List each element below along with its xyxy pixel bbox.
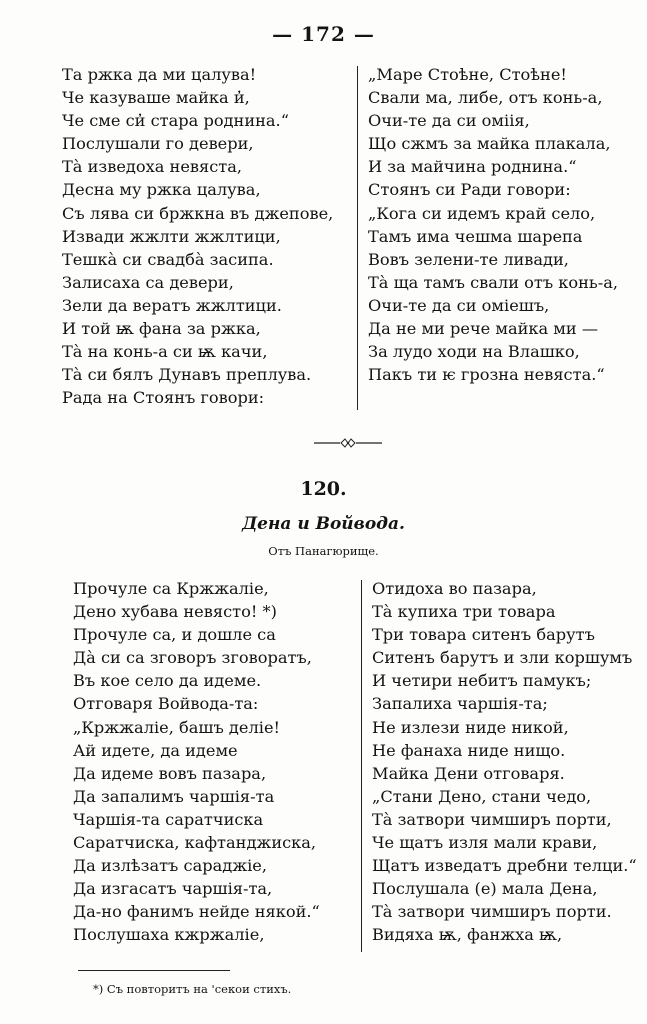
verse-line: „Маре Стоѣне, Стоѣне! [368, 65, 567, 84]
verse-line: Пакъ ти ѥ грозна невяста.“ [368, 365, 605, 385]
verse-line: Не излези ниде никой, [372, 717, 569, 737]
top-left-column [62, 63, 333, 409]
verse-line: И за майчина роднина.“ [368, 157, 577, 177]
verse-line: Свали ма, либе, отъ конь-а, [368, 88, 603, 108]
verse-line: Прочуле са Кржжаліе, [73, 579, 269, 598]
verse-line: Зели да вератъ жжлтици. [62, 295, 282, 315]
verse-line: Че казуваше майка и̓, [62, 88, 250, 108]
footnote: *) Съ повторитъ на 'секои стихъ. [93, 982, 292, 996]
verse-line: Тà затвори чимширъ порти. [372, 902, 612, 922]
verse-line: Отидоха во пазара, [372, 579, 537, 598]
verse-line: Тà затвори чимширъ порти, [372, 809, 612, 829]
verse-line: Прочуле са, и дошле са [73, 625, 276, 645]
verse-line: Ай идете, да идеме [73, 740, 238, 760]
verse-line: Дà си са зговоръ зговоратъ, [73, 648, 312, 668]
section-divider-ornament [314, 436, 382, 450]
verse-line: Да излѣзатъ сараджіе, [73, 856, 267, 876]
verse-line: Съ лява си бржкна въ джепове, [62, 203, 334, 223]
verse-line: Очи-те да си оміія, [368, 111, 530, 131]
verse-line: Десна му ржка цалува, [62, 180, 261, 200]
verse-line: Да не ми рече майка ми — [368, 319, 599, 339]
verse-line: Тà ща тамъ свали отъ конь-а, [368, 272, 619, 292]
verse-line: Та ржка да ми цалува! [62, 65, 257, 84]
verse-line: Тà си бялъ Дунавъ преплува. [62, 365, 312, 385]
poem-left-column [73, 577, 320, 947]
poem-right-column [372, 577, 637, 947]
verse-line: Що сжмъ за майка плакала, [368, 134, 611, 154]
column-divider [361, 580, 362, 952]
verse-line: Да-но фанимъ нейде някой.“ [73, 902, 320, 922]
verse-line: Майка Дени отговаря. [372, 763, 565, 783]
poem-source: Отъ Панагюрище. [268, 544, 379, 558]
verse-line: Щатъ изведатъ дребни телци.“ [372, 856, 637, 876]
poem-title: Дена и Войвода. [242, 514, 405, 534]
top-right-column [368, 63, 618, 386]
verse-line: Тà изведоха невяста, [62, 157, 243, 177]
verse-line: Извади жжлти жжлтици, [62, 226, 281, 246]
verse-line: И четири небитъ памукъ; [372, 671, 592, 691]
verse-line: И той ѭ фана за ржка, [62, 319, 261, 339]
verse-line: Рада на Стоянъ говори: [62, 388, 265, 408]
verse-line: Че щатъ изля мали крави, [372, 833, 598, 853]
verse-line: Отговаря Войвода-та: [73, 694, 259, 714]
verse-line: Видяха ѭ, фанжха ѭ, [372, 925, 563, 945]
verse-line: Ситенъ барутъ и зли коршумъ [372, 648, 633, 668]
verse-line: Стоянъ си Ради говори: [368, 180, 571, 200]
verse-line: Послушала (е) мала Дена, [372, 879, 598, 899]
verse-line: Послушали го девери, [62, 134, 254, 154]
verse-line: „Кога си идемъ край село, [368, 203, 596, 223]
verse-line: Че сме си̓ стара роднина.“ [62, 111, 289, 131]
verse-line: Да запалимъ чаршія-та [73, 786, 275, 806]
page-number: — 172 — [272, 22, 375, 46]
verse-line: „Кржжаліе, башъ деліе! [73, 717, 281, 737]
verse-line: Тешкà си свадбà засипа. [62, 249, 274, 269]
verse-line: Тамъ има чешма шарепа [368, 226, 583, 246]
verse-line: Саратчиска, кафтанджиска, [73, 833, 317, 853]
poem-number: 120. [300, 478, 347, 500]
verse-line: Чаршія-та саратчиска [73, 809, 264, 829]
verse-line: Очи-те да си оміешъ, [368, 295, 550, 315]
verse-line: Въ кое село да идеме. [73, 671, 262, 691]
verse-line: Тà на конь-а си ѭ качи, [62, 342, 268, 362]
verse-line: Запалиха чаршія-та; [372, 694, 548, 714]
verse-line: Залисаха са девери, [62, 272, 234, 292]
verse-line: Вовъ зелени-те ливади, [368, 249, 569, 269]
verse-line: Не фанаха ниде нищо. [372, 740, 566, 760]
verse-line: Тà купиха три товара [372, 602, 556, 622]
column-divider [357, 66, 358, 410]
footnote-rule [78, 970, 230, 971]
verse-line: Послушаха кжржаліе, [73, 925, 265, 945]
verse-line: За лудо ходи на Влашко, [368, 342, 580, 362]
verse-line: Дено хубава невясто! *) [73, 602, 277, 622]
verse-line: Да изгасатъ чаршія-та, [73, 879, 273, 899]
verse-line: Да идеме вовъ пазара, [73, 763, 267, 783]
verse-line: „Стани Дено, стани чедо, [372, 786, 592, 806]
verse-line: Три товара ситенъ барутъ [372, 625, 595, 645]
